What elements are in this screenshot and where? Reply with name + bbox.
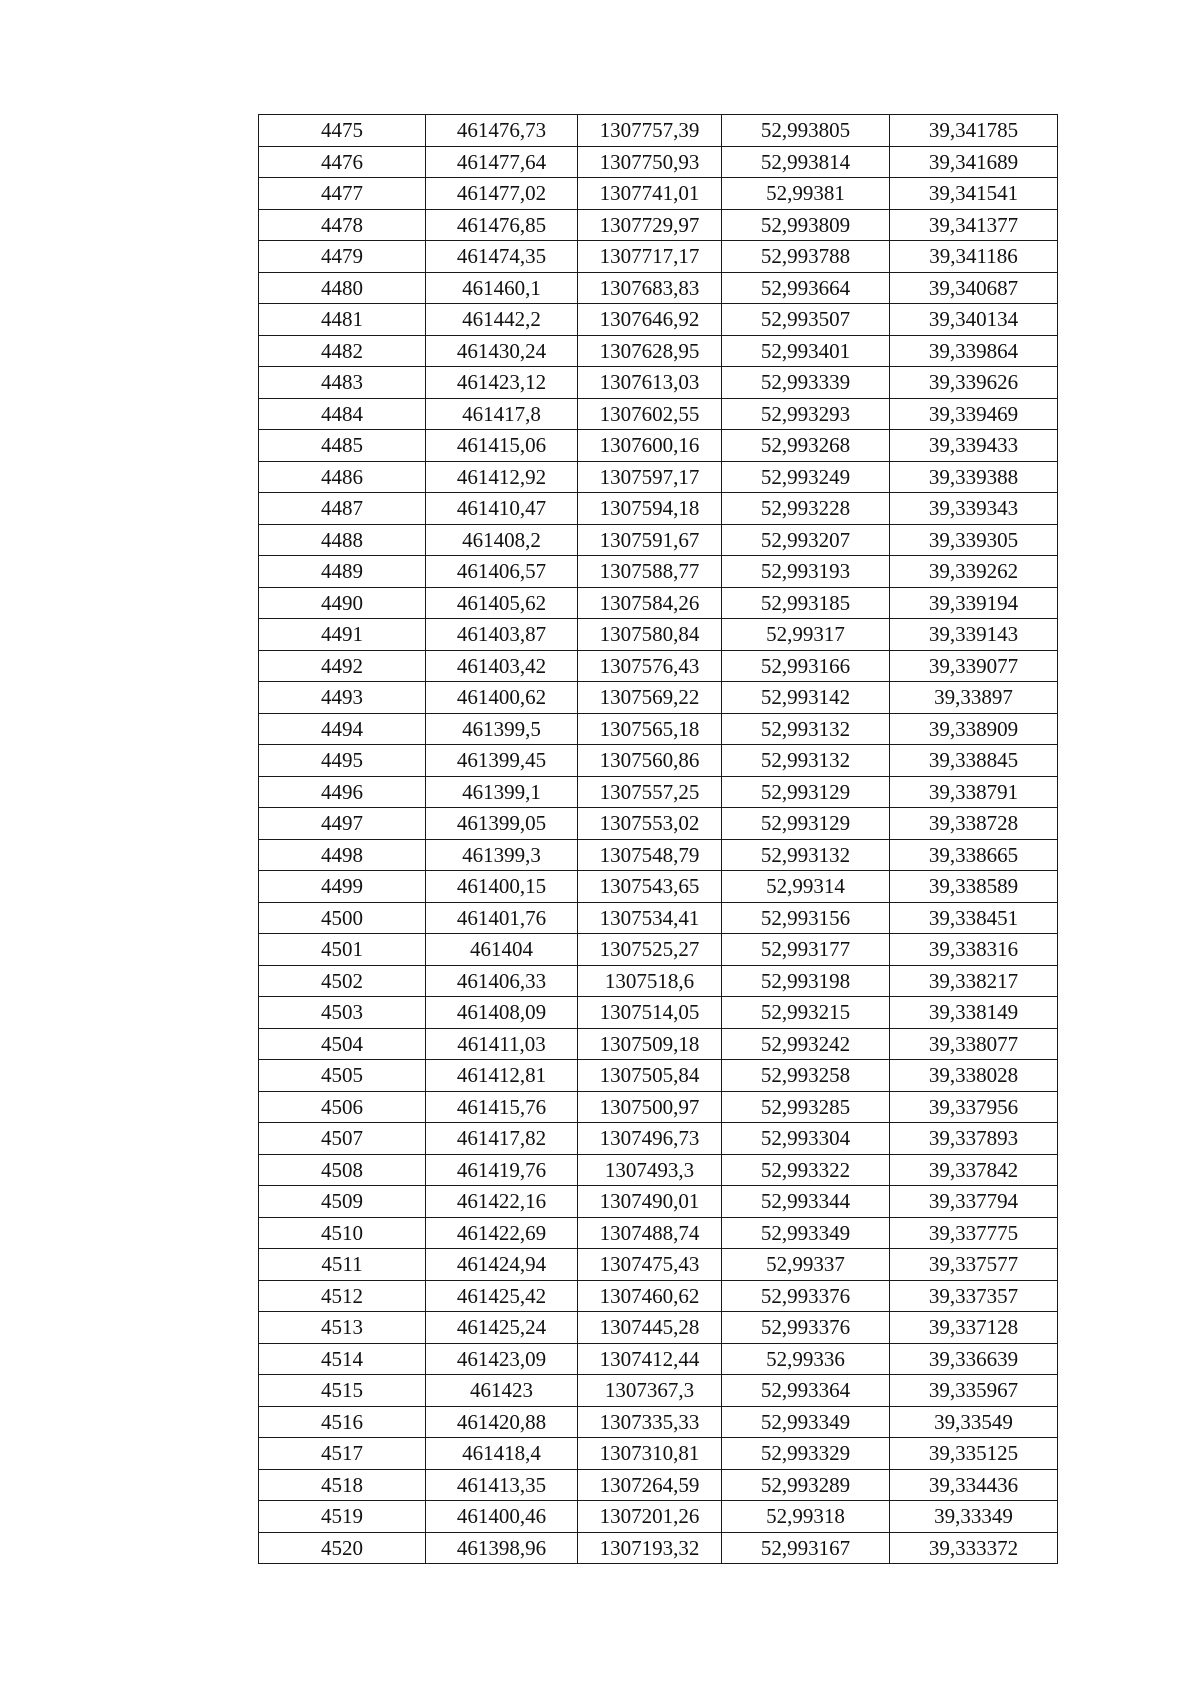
table-row <box>259 902 1058 934</box>
longitude-cell: 39,338791 <box>890 776 1058 808</box>
x-coordinate-cell: 461406,57 <box>426 556 578 588</box>
table-row <box>259 1060 1058 1092</box>
point-number-cell: 4486 <box>259 461 426 493</box>
x-coordinate-cell: 461399,1 <box>426 776 578 808</box>
longitude-cell: 39,333372 <box>890 1532 1058 1564</box>
longitude-cell: 39,339343 <box>890 493 1058 525</box>
latitude-cell: 52,99336 <box>722 1343 890 1375</box>
latitude-cell: 52,993198 <box>722 965 890 997</box>
table-row <box>259 650 1058 682</box>
table-row <box>259 1532 1058 1564</box>
point-number-cell: 4483 <box>259 367 426 399</box>
x-coordinate-cell: 461400,15 <box>426 871 578 903</box>
point-number-cell: 4482 <box>259 335 426 367</box>
y-coordinate-cell: 1307600,16 <box>578 430 722 462</box>
point-number-cell: 4500 <box>259 902 426 934</box>
point-number-cell: 4496 <box>259 776 426 808</box>
table-row <box>259 304 1058 336</box>
y-coordinate-cell: 1307569,22 <box>578 682 722 714</box>
table-row <box>259 1217 1058 1249</box>
point-number-cell: 4499 <box>259 871 426 903</box>
latitude-cell: 52,993156 <box>722 902 890 934</box>
x-coordinate-cell: 461423 <box>426 1375 578 1407</box>
point-number-cell: 4495 <box>259 745 426 777</box>
point-number-cell: 4491 <box>259 619 426 651</box>
point-number-cell: 4510 <box>259 1217 426 1249</box>
x-coordinate-cell: 461460,1 <box>426 272 578 304</box>
latitude-cell: 52,993344 <box>722 1186 890 1218</box>
y-coordinate-cell: 1307741,01 <box>578 178 722 210</box>
longitude-cell: 39,338028 <box>890 1060 1058 1092</box>
table-row <box>259 1028 1058 1060</box>
y-coordinate-cell: 1307729,97 <box>578 209 722 241</box>
longitude-cell: 39,338149 <box>890 997 1058 1029</box>
longitude-cell: 39,338316 <box>890 934 1058 966</box>
latitude-cell: 52,993376 <box>722 1312 890 1344</box>
x-coordinate-cell: 461412,92 <box>426 461 578 493</box>
latitude-cell: 52,993185 <box>722 587 890 619</box>
latitude-cell: 52,993193 <box>722 556 890 588</box>
y-coordinate-cell: 1307576,43 <box>578 650 722 682</box>
point-number-cell: 4497 <box>259 808 426 840</box>
x-coordinate-cell: 461423,09 <box>426 1343 578 1375</box>
y-coordinate-cell: 1307560,86 <box>578 745 722 777</box>
latitude-cell: 52,99314 <box>722 871 890 903</box>
x-coordinate-cell: 461430,24 <box>426 335 578 367</box>
point-number-cell: 4484 <box>259 398 426 430</box>
table-row <box>259 524 1058 556</box>
point-number-cell: 4476 <box>259 146 426 178</box>
latitude-cell: 52,993249 <box>722 461 890 493</box>
latitude-cell: 52,993177 <box>722 934 890 966</box>
point-number-cell: 4515 <box>259 1375 426 1407</box>
x-coordinate-cell: 461399,45 <box>426 745 578 777</box>
y-coordinate-cell: 1307509,18 <box>578 1028 722 1060</box>
point-number-cell: 4505 <box>259 1060 426 1092</box>
y-coordinate-cell: 1307557,25 <box>578 776 722 808</box>
table-row <box>259 745 1058 777</box>
latitude-cell: 52,993258 <box>722 1060 890 1092</box>
x-coordinate-cell: 461477,64 <box>426 146 578 178</box>
x-coordinate-cell: 461405,62 <box>426 587 578 619</box>
longitude-cell: 39,338451 <box>890 902 1058 934</box>
x-coordinate-cell: 461423,12 <box>426 367 578 399</box>
x-coordinate-cell: 461403,87 <box>426 619 578 651</box>
x-coordinate-cell: 461413,35 <box>426 1469 578 1501</box>
table-row <box>259 1312 1058 1344</box>
table-row <box>259 115 1058 147</box>
x-coordinate-cell: 461424,94 <box>426 1249 578 1281</box>
x-coordinate-cell: 461422,16 <box>426 1186 578 1218</box>
y-coordinate-cell: 1307445,28 <box>578 1312 722 1344</box>
x-coordinate-cell: 461411,03 <box>426 1028 578 1060</box>
point-number-cell: 4477 <box>259 178 426 210</box>
x-coordinate-cell: 461403,42 <box>426 650 578 682</box>
y-coordinate-cell: 1307683,83 <box>578 272 722 304</box>
table-row <box>259 587 1058 619</box>
y-coordinate-cell: 1307264,59 <box>578 1469 722 1501</box>
point-number-cell: 4517 <box>259 1438 426 1470</box>
longitude-cell: 39,337357 <box>890 1280 1058 1312</box>
longitude-cell: 39,339433 <box>890 430 1058 462</box>
latitude-cell: 52,993207 <box>722 524 890 556</box>
point-number-cell: 4508 <box>259 1154 426 1186</box>
longitude-cell: 39,341785 <box>890 115 1058 147</box>
y-coordinate-cell: 1307628,95 <box>578 335 722 367</box>
latitude-cell: 52,993507 <box>722 304 890 336</box>
table-row <box>259 493 1058 525</box>
table-row <box>259 241 1058 273</box>
y-coordinate-cell: 1307534,41 <box>578 902 722 934</box>
table-row <box>259 965 1058 997</box>
latitude-cell: 52,993664 <box>722 272 890 304</box>
latitude-cell: 52,993329 <box>722 1438 890 1470</box>
x-coordinate-cell: 461477,02 <box>426 178 578 210</box>
longitude-cell: 39,334436 <box>890 1469 1058 1501</box>
x-coordinate-cell: 461417,8 <box>426 398 578 430</box>
y-coordinate-cell: 1307193,32 <box>578 1532 722 1564</box>
table-row <box>259 1375 1058 1407</box>
longitude-cell: 39,341541 <box>890 178 1058 210</box>
y-coordinate-cell: 1307553,02 <box>578 808 722 840</box>
table-row <box>259 367 1058 399</box>
longitude-cell: 39,341377 <box>890 209 1058 241</box>
latitude-cell: 52,993349 <box>722 1217 890 1249</box>
point-number-cell: 4487 <box>259 493 426 525</box>
longitude-cell: 39,341689 <box>890 146 1058 178</box>
table-row <box>259 461 1058 493</box>
latitude-cell: 52,993285 <box>722 1091 890 1123</box>
y-coordinate-cell: 1307580,84 <box>578 619 722 651</box>
table-row <box>259 808 1058 840</box>
point-number-cell: 4516 <box>259 1406 426 1438</box>
latitude-cell: 52,993401 <box>722 335 890 367</box>
point-number-cell: 4489 <box>259 556 426 588</box>
longitude-cell: 39,339077 <box>890 650 1058 682</box>
longitude-cell: 39,339305 <box>890 524 1058 556</box>
latitude-cell: 52,993129 <box>722 808 890 840</box>
y-coordinate-cell: 1307646,92 <box>578 304 722 336</box>
point-number-cell: 4478 <box>259 209 426 241</box>
point-number-cell: 4494 <box>259 713 426 745</box>
y-coordinate-cell: 1307717,17 <box>578 241 722 273</box>
point-number-cell: 4498 <box>259 839 426 871</box>
latitude-cell: 52,993132 <box>722 745 890 777</box>
table-row <box>259 209 1058 241</box>
longitude-cell: 39,339864 <box>890 335 1058 367</box>
latitude-cell: 52,993268 <box>722 430 890 462</box>
longitude-cell: 39,335967 <box>890 1375 1058 1407</box>
latitude-cell: 52,993167 <box>722 1532 890 1564</box>
longitude-cell: 39,337577 <box>890 1249 1058 1281</box>
longitude-cell: 39,338077 <box>890 1028 1058 1060</box>
latitude-cell: 52,993814 <box>722 146 890 178</box>
latitude-cell: 52,993132 <box>722 713 890 745</box>
y-coordinate-cell: 1307490,01 <box>578 1186 722 1218</box>
x-coordinate-cell: 461422,69 <box>426 1217 578 1249</box>
latitude-cell: 52,99317 <box>722 619 890 651</box>
table-row <box>259 934 1058 966</box>
point-number-cell: 4479 <box>259 241 426 273</box>
longitude-cell: 39,337794 <box>890 1186 1058 1218</box>
point-number-cell: 4504 <box>259 1028 426 1060</box>
longitude-cell: 39,337128 <box>890 1312 1058 1344</box>
x-coordinate-cell: 461399,05 <box>426 808 578 840</box>
x-coordinate-cell: 461415,76 <box>426 1091 578 1123</box>
x-coordinate-cell: 461399,5 <box>426 713 578 745</box>
table-row <box>259 178 1058 210</box>
longitude-cell: 39,340687 <box>890 272 1058 304</box>
table-row <box>259 335 1058 367</box>
point-number-cell: 4519 <box>259 1501 426 1533</box>
y-coordinate-cell: 1307460,62 <box>578 1280 722 1312</box>
y-coordinate-cell: 1307565,18 <box>578 713 722 745</box>
x-coordinate-cell: 461404 <box>426 934 578 966</box>
point-number-cell: 4512 <box>259 1280 426 1312</box>
table-row <box>259 839 1058 871</box>
latitude-cell: 52,993788 <box>722 241 890 273</box>
table-row <box>259 776 1058 808</box>
table-row <box>259 1091 1058 1123</box>
y-coordinate-cell: 1307367,3 <box>578 1375 722 1407</box>
longitude-cell: 39,338665 <box>890 839 1058 871</box>
longitude-cell: 39,337775 <box>890 1217 1058 1249</box>
table-row <box>259 272 1058 304</box>
latitude-cell: 52,993304 <box>722 1123 890 1155</box>
longitude-cell: 39,33349 <box>890 1501 1058 1533</box>
point-number-cell: 4506 <box>259 1091 426 1123</box>
longitude-cell: 39,338589 <box>890 871 1058 903</box>
x-coordinate-cell: 461425,24 <box>426 1312 578 1344</box>
y-coordinate-cell: 1307335,33 <box>578 1406 722 1438</box>
latitude-cell: 52,993132 <box>722 839 890 871</box>
x-coordinate-cell: 461442,2 <box>426 304 578 336</box>
y-coordinate-cell: 1307518,6 <box>578 965 722 997</box>
longitude-cell: 39,339388 <box>890 461 1058 493</box>
y-coordinate-cell: 1307602,55 <box>578 398 722 430</box>
longitude-cell: 39,339626 <box>890 367 1058 399</box>
point-number-cell: 4511 <box>259 1249 426 1281</box>
point-number-cell: 4501 <box>259 934 426 966</box>
longitude-cell: 39,337893 <box>890 1123 1058 1155</box>
y-coordinate-cell: 1307588,77 <box>578 556 722 588</box>
y-coordinate-cell: 1307613,03 <box>578 367 722 399</box>
y-coordinate-cell: 1307475,43 <box>578 1249 722 1281</box>
latitude-cell: 52,993129 <box>722 776 890 808</box>
x-coordinate-cell: 461417,82 <box>426 1123 578 1155</box>
longitude-cell: 39,33897 <box>890 682 1058 714</box>
table-row <box>259 556 1058 588</box>
x-coordinate-cell: 461425,42 <box>426 1280 578 1312</box>
x-coordinate-cell: 461412,81 <box>426 1060 578 1092</box>
x-coordinate-cell: 461408,09 <box>426 997 578 1029</box>
point-number-cell: 4502 <box>259 965 426 997</box>
y-coordinate-cell: 1307750,93 <box>578 146 722 178</box>
table-row <box>259 1280 1058 1312</box>
x-coordinate-cell: 461476,85 <box>426 209 578 241</box>
x-coordinate-cell: 461399,3 <box>426 839 578 871</box>
y-coordinate-cell: 1307493,3 <box>578 1154 722 1186</box>
x-coordinate-cell: 461418,4 <box>426 1438 578 1470</box>
x-coordinate-cell: 461406,33 <box>426 965 578 997</box>
longitude-cell: 39,335125 <box>890 1438 1058 1470</box>
table-row <box>259 619 1058 651</box>
longitude-cell: 39,340134 <box>890 304 1058 336</box>
y-coordinate-cell: 1307505,84 <box>578 1060 722 1092</box>
point-number-cell: 4480 <box>259 272 426 304</box>
y-coordinate-cell: 1307591,67 <box>578 524 722 556</box>
longitude-cell: 39,337956 <box>890 1091 1058 1123</box>
latitude-cell: 52,993364 <box>722 1375 890 1407</box>
y-coordinate-cell: 1307525,27 <box>578 934 722 966</box>
latitude-cell: 52,99337 <box>722 1249 890 1281</box>
point-number-cell: 4518 <box>259 1469 426 1501</box>
latitude-cell: 52,993166 <box>722 650 890 682</box>
x-coordinate-cell: 461419,76 <box>426 1154 578 1186</box>
x-coordinate-cell: 461400,62 <box>426 682 578 714</box>
y-coordinate-cell: 1307548,79 <box>578 839 722 871</box>
table-row <box>259 146 1058 178</box>
table-row <box>259 1186 1058 1218</box>
latitude-cell: 52,993289 <box>722 1469 890 1501</box>
table-row <box>259 398 1058 430</box>
longitude-cell: 39,341186 <box>890 241 1058 273</box>
longitude-cell: 39,338217 <box>890 965 1058 997</box>
y-coordinate-cell: 1307488,74 <box>578 1217 722 1249</box>
y-coordinate-cell: 1307500,97 <box>578 1091 722 1123</box>
point-number-cell: 4507 <box>259 1123 426 1155</box>
point-number-cell: 4514 <box>259 1343 426 1375</box>
point-number-cell: 4493 <box>259 682 426 714</box>
table-row <box>259 1249 1058 1281</box>
y-coordinate-cell: 1307412,44 <box>578 1343 722 1375</box>
latitude-cell: 52,993142 <box>722 682 890 714</box>
coordinates-table <box>258 114 1058 1564</box>
point-number-cell: 4520 <box>259 1532 426 1564</box>
table-row <box>259 430 1058 462</box>
point-number-cell: 4490 <box>259 587 426 619</box>
x-coordinate-cell: 461401,76 <box>426 902 578 934</box>
x-coordinate-cell: 461398,96 <box>426 1532 578 1564</box>
table-row <box>259 1154 1058 1186</box>
table-row <box>259 1501 1058 1533</box>
table-row <box>259 682 1058 714</box>
latitude-cell: 52,993242 <box>722 1028 890 1060</box>
longitude-cell: 39,33549 <box>890 1406 1058 1438</box>
x-coordinate-cell: 461410,47 <box>426 493 578 525</box>
latitude-cell: 52,993349 <box>722 1406 890 1438</box>
latitude-cell: 52,993293 <box>722 398 890 430</box>
latitude-cell: 52,99318 <box>722 1501 890 1533</box>
point-number-cell: 4492 <box>259 650 426 682</box>
y-coordinate-cell: 1307594,18 <box>578 493 722 525</box>
table-row <box>259 997 1058 1029</box>
y-coordinate-cell: 1307597,17 <box>578 461 722 493</box>
longitude-cell: 39,338845 <box>890 745 1058 777</box>
x-coordinate-cell: 461400,46 <box>426 1501 578 1533</box>
table-row <box>259 1469 1058 1501</box>
longitude-cell: 39,339469 <box>890 398 1058 430</box>
latitude-cell: 52,993809 <box>722 209 890 241</box>
latitude-cell: 52,993215 <box>722 997 890 1029</box>
table-row <box>259 871 1058 903</box>
y-coordinate-cell: 1307543,65 <box>578 871 722 903</box>
x-coordinate-cell: 461474,35 <box>426 241 578 273</box>
longitude-cell: 39,337842 <box>890 1154 1058 1186</box>
y-coordinate-cell: 1307201,26 <box>578 1501 722 1533</box>
latitude-cell: 52,993322 <box>722 1154 890 1186</box>
table-row <box>259 1123 1058 1155</box>
longitude-cell: 39,336639 <box>890 1343 1058 1375</box>
latitude-cell: 52,99381 <box>722 178 890 210</box>
x-coordinate-cell: 461420,88 <box>426 1406 578 1438</box>
longitude-cell: 39,339194 <box>890 587 1058 619</box>
longitude-cell: 39,338909 <box>890 713 1058 745</box>
coordinates-table-body <box>259 115 1058 1564</box>
point-number-cell: 4513 <box>259 1312 426 1344</box>
table-row <box>259 713 1058 745</box>
point-number-cell: 4485 <box>259 430 426 462</box>
longitude-cell: 39,339143 <box>890 619 1058 651</box>
y-coordinate-cell: 1307584,26 <box>578 587 722 619</box>
point-number-cell: 4481 <box>259 304 426 336</box>
x-coordinate-cell: 461408,2 <box>426 524 578 556</box>
x-coordinate-cell: 461476,73 <box>426 115 578 147</box>
y-coordinate-cell: 1307757,39 <box>578 115 722 147</box>
point-number-cell: 4475 <box>259 115 426 147</box>
table-row <box>259 1406 1058 1438</box>
table-row <box>259 1343 1058 1375</box>
table-row <box>259 1438 1058 1470</box>
latitude-cell: 52,993228 <box>722 493 890 525</box>
longitude-cell: 39,339262 <box>890 556 1058 588</box>
point-number-cell: 4503 <box>259 997 426 1029</box>
x-coordinate-cell: 461415,06 <box>426 430 578 462</box>
point-number-cell: 4488 <box>259 524 426 556</box>
latitude-cell: 52,993376 <box>722 1280 890 1312</box>
point-number-cell: 4509 <box>259 1186 426 1218</box>
latitude-cell: 52,993805 <box>722 115 890 147</box>
y-coordinate-cell: 1307496,73 <box>578 1123 722 1155</box>
longitude-cell: 39,338728 <box>890 808 1058 840</box>
y-coordinate-cell: 1307514,05 <box>578 997 722 1029</box>
latitude-cell: 52,993339 <box>722 367 890 399</box>
y-coordinate-cell: 1307310,81 <box>578 1438 722 1470</box>
